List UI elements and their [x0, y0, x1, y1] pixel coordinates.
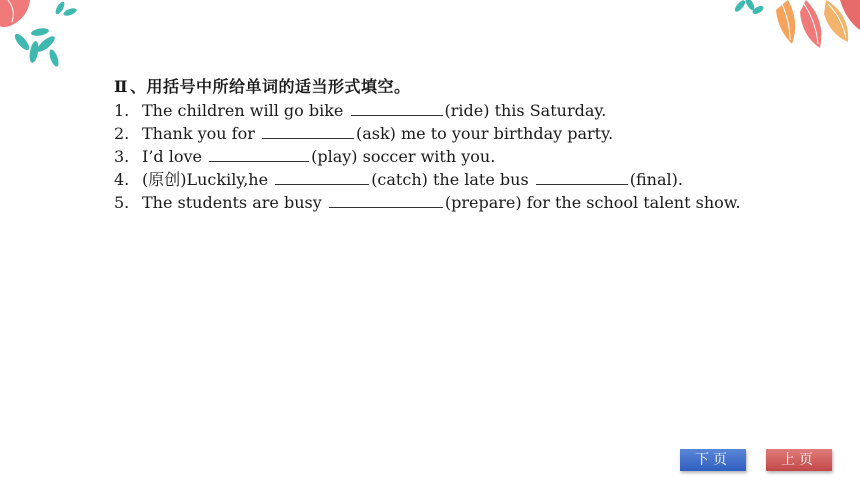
- next-page-button[interactable]: 下页: [680, 449, 746, 471]
- question-text-end: me to your birthday party.: [401, 124, 614, 143]
- question-text: I’d love: [142, 147, 202, 166]
- question-number: 3.: [114, 147, 130, 166]
- question-hint: (catch): [371, 170, 428, 189]
- leaf-decoration-left: [0, 0, 90, 70]
- question-text: The children will go bike: [142, 101, 344, 120]
- section-instruction: 、用括号中所给单词的适当形式填空。: [129, 77, 411, 96]
- question-text-end: soccer with you.: [362, 147, 496, 166]
- question-number: 4.: [114, 170, 130, 189]
- answer-blank[interactable]: [275, 169, 369, 185]
- question-2: [114, 122, 814, 145]
- question-4: [114, 168, 814, 191]
- answer-blank[interactable]: [262, 123, 354, 139]
- answer-blank[interactable]: [209, 146, 309, 162]
- question-text: (原创)Luckily,he: [142, 170, 269, 189]
- question-number: 2.: [114, 124, 130, 143]
- question-number: 5.: [114, 193, 130, 212]
- question-3: [114, 145, 814, 168]
- question-hint: (ride): [444, 101, 490, 120]
- leaf-decoration-right: [730, 0, 860, 60]
- question-hint: (prepare): [444, 193, 522, 212]
- question-hint: (play): [311, 147, 358, 166]
- section-heading: [114, 76, 814, 98]
- question-text-end: this Saturday.: [494, 101, 607, 120]
- section-roman-numeral: Ⅱ: [114, 77, 128, 96]
- answer-blank[interactable]: [351, 100, 443, 116]
- question-number: 1.: [114, 101, 130, 120]
- question-text: Thank you for: [142, 124, 255, 143]
- answer-blank[interactable]: [329, 192, 443, 208]
- question-1: [114, 99, 814, 122]
- question-hint-2: (final).: [629, 170, 683, 189]
- question-text-end: for the school talent show.: [526, 193, 741, 212]
- previous-page-button[interactable]: 上页: [766, 449, 832, 471]
- question-5: [114, 191, 814, 214]
- question-text: The students are busy: [142, 193, 322, 212]
- question-hint: (ask): [355, 124, 396, 143]
- question-text-middle: the late bus: [432, 170, 529, 189]
- exercise-section: [114, 76, 814, 214]
- answer-blank-2[interactable]: [536, 169, 628, 185]
